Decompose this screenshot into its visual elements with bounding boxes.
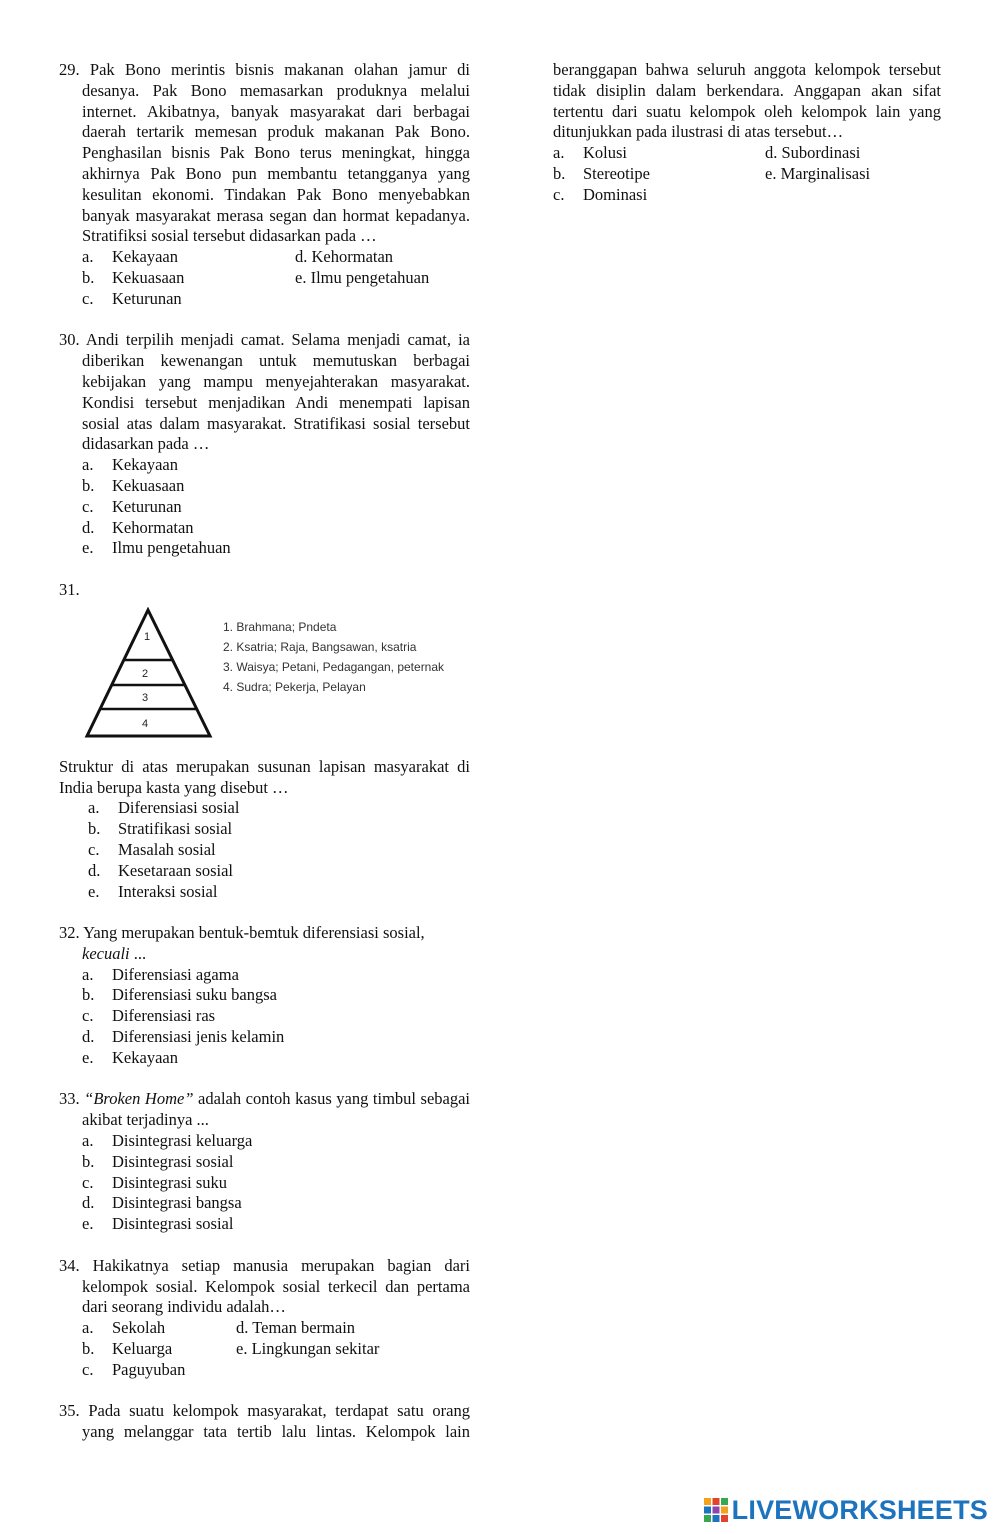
question-29-text: 29. Pak Bono merintis bisnis makanan olahan jamur di desanya. Pak Bono memasarkan produknya melalui internet. Akibatnya, banyak masyarakat dari berbagai daerah tertarik memesan produk makanan Pak Bono. Penghasilan bisnis Pak Bono terus meningkat, hingga akhirnya Pak Bono pun membantu tetangganya yang kesulitan ekonomi. Tindakan Pak Bono menyebabkan banyak masyarakat merasa segan dan hormat kepadanya. Stratifiksi sosial tersebut didasarkan pada …: [59, 60, 470, 246]
question-30-text: 30. Andi terpilih menjadi camat. Selama menjadi camat, ia diberikan kewenangan untuk memutuskan berbagai kebijakan yang mampu menyejahterakan masyarakat. Kondisi tersebut menjadikan Andi menempati lapisan sosial atas dalam masyarakat. Stratifikasi sosial tersebut didasarkan pada …: [59, 330, 470, 454]
option-d[interactable]: d. Kesetaraan sosial: [88, 860, 233, 880]
question-31: [59, 580, 470, 902]
question-35-continued: [553, 60, 941, 206]
question-31-number: 31.: [59, 579, 80, 599]
question-31-options: [59, 798, 470, 902]
option-b[interactable]: b. Keluarga: [82, 1339, 173, 1359]
question-31-text: Struktur di atas merupakan susunan lapisan masyarakat di India berupa kasta yang disebut …: [59, 756, 470, 797]
option-a[interactable]: a. Sekolah: [82, 1318, 166, 1338]
option-a[interactable]: a. Kolusi: [553, 143, 628, 163]
option-a[interactable]: a. Kekayaan: [82, 455, 178, 475]
right-column: [553, 60, 941, 226]
question-33-text: 33. “Broken Home” adalah contoh kasus yang timbul sebagai akibat terjadinya ...: [59, 1089, 471, 1130]
option-b[interactable]: b. Kekuasaan: [82, 475, 185, 495]
option-d[interactable]: d. Diferensiasi jenis kelamin: [82, 1027, 285, 1047]
liveworksheets-watermark[interactable]: [703, 1494, 988, 1526]
left-column: [59, 60, 470, 1464]
question-35-text: 35. Pada suatu kelompok masyarakat, terdapat satu orang yang melanggar tata tertib lalu lintas. Kelompok lain: [59, 1401, 470, 1442]
legend-item: 2. Ksatria; Raja, Bangsawan, ksatria: [223, 639, 417, 654]
option-c[interactable]: c. Keturunan: [82, 496, 182, 516]
question-35-options: [553, 143, 941, 205]
option-a[interactable]: a. Diferensiasi agama: [82, 964, 239, 984]
option-c[interactable]: c. Diferensiasi ras: [82, 1006, 216, 1026]
pyramid-level-3: 3: [142, 691, 149, 704]
question-34: [59, 1256, 470, 1381]
liveworksheets-logo-icon: [703, 1497, 729, 1523]
pyramid-level-1: 1: [144, 630, 151, 643]
caste-pyramid-diagram: [84, 607, 216, 739]
question-32: [59, 923, 470, 1069]
question-33-options: [59, 1131, 470, 1235]
question-32-options: [59, 965, 470, 1069]
option-d[interactable]: d. Kehormatan: [295, 247, 394, 267]
liveworksheets-brand-text: LIVEWORKSHEETS: [731, 1494, 988, 1525]
option-d[interactable]: d. Disintegrasi bangsa: [82, 1193, 242, 1213]
option-d[interactable]: d. Teman bermain: [236, 1318, 356, 1338]
option-d[interactable]: d. Subordinasi: [765, 143, 861, 163]
question-29: [59, 60, 470, 310]
pyramid-outline: [87, 610, 210, 736]
caste-pyramid-figure: [59, 607, 470, 745]
question-35-continued-text: beranggapan bahwa seluruh anggota kelompok tersebut tidak disiplin dalam berkendara. Anggapan akan sifat tertentu dari suatu kelompok oleh kelompok lain yang ditunjukkan pada ilustrasi di atas tersebut…: [553, 60, 941, 142]
option-c[interactable]: c. Dominasi: [553, 184, 648, 204]
option-b[interactable]: b. Diferensiasi suku bangsa: [82, 985, 277, 1005]
question-33: [59, 1089, 470, 1235]
option-e[interactable]: e. Ilmu pengetahuan: [295, 267, 430, 287]
option-b[interactable]: b. Kekuasaan: [82, 267, 185, 287]
option-c[interactable]: c. Paguyuban: [82, 1359, 186, 1379]
option-e[interactable]: e. Ilmu pengetahuan: [82, 538, 231, 558]
option-c[interactable]: c. Keturunan: [82, 288, 182, 308]
option-b[interactable]: b. Stratifikasi sosial: [88, 819, 233, 839]
option-e[interactable]: e. Disintegrasi sosial: [82, 1214, 234, 1234]
option-a[interactable]: a. Kekayaan: [82, 247, 178, 267]
question-29-options: [59, 247, 470, 309]
question-35: [59, 1401, 470, 1443]
option-e[interactable]: e. Interaksi sosial: [88, 881, 218, 901]
option-b[interactable]: b. Disintegrasi sosial: [82, 1151, 234, 1171]
option-c[interactable]: c. Disintegrasi suku: [82, 1172, 228, 1192]
option-b[interactable]: b. Stereotipe: [553, 163, 650, 183]
question-30-options: [59, 455, 470, 559]
option-e[interactable]: e. Lingkungan sekitar: [236, 1339, 380, 1359]
option-d[interactable]: d. Kehormatan: [82, 517, 194, 537]
question-34-text: 34. Hakikatnya setiap manusia merupakan bagian dari kelompok sosial. Kelompok sosial terkecil dan pertama dari seorang individu adalah…: [59, 1255, 470, 1317]
legend-item: 4. Sudra; Pekerja, Pelayan: [223, 679, 366, 694]
question-34-options: [59, 1318, 470, 1380]
question-32-text: 32. Yang merupakan bentuk-bemtuk diferensiasi sosial, kecuali ...: [59, 923, 425, 963]
pyramid-level-4: 4: [142, 717, 149, 730]
legend-item: 3. Waisya; Petani, Pedagangan, peternak: [223, 659, 445, 674]
option-e[interactable]: e. Kekayaan: [82, 1047, 178, 1067]
legend-item: 1. Brahmana; Pndeta: [223, 619, 337, 634]
caste-legend: [223, 617, 444, 697]
option-a[interactable]: a. Disintegrasi keluarga: [82, 1131, 253, 1151]
question-30: [59, 330, 470, 559]
option-c[interactable]: c. Masalah sosial: [88, 839, 216, 859]
pyramid-level-2: 2: [142, 667, 149, 680]
option-e[interactable]: e. Marginalisasi: [765, 163, 871, 183]
option-a[interactable]: a. Diferensiasi sosial: [88, 798, 240, 818]
